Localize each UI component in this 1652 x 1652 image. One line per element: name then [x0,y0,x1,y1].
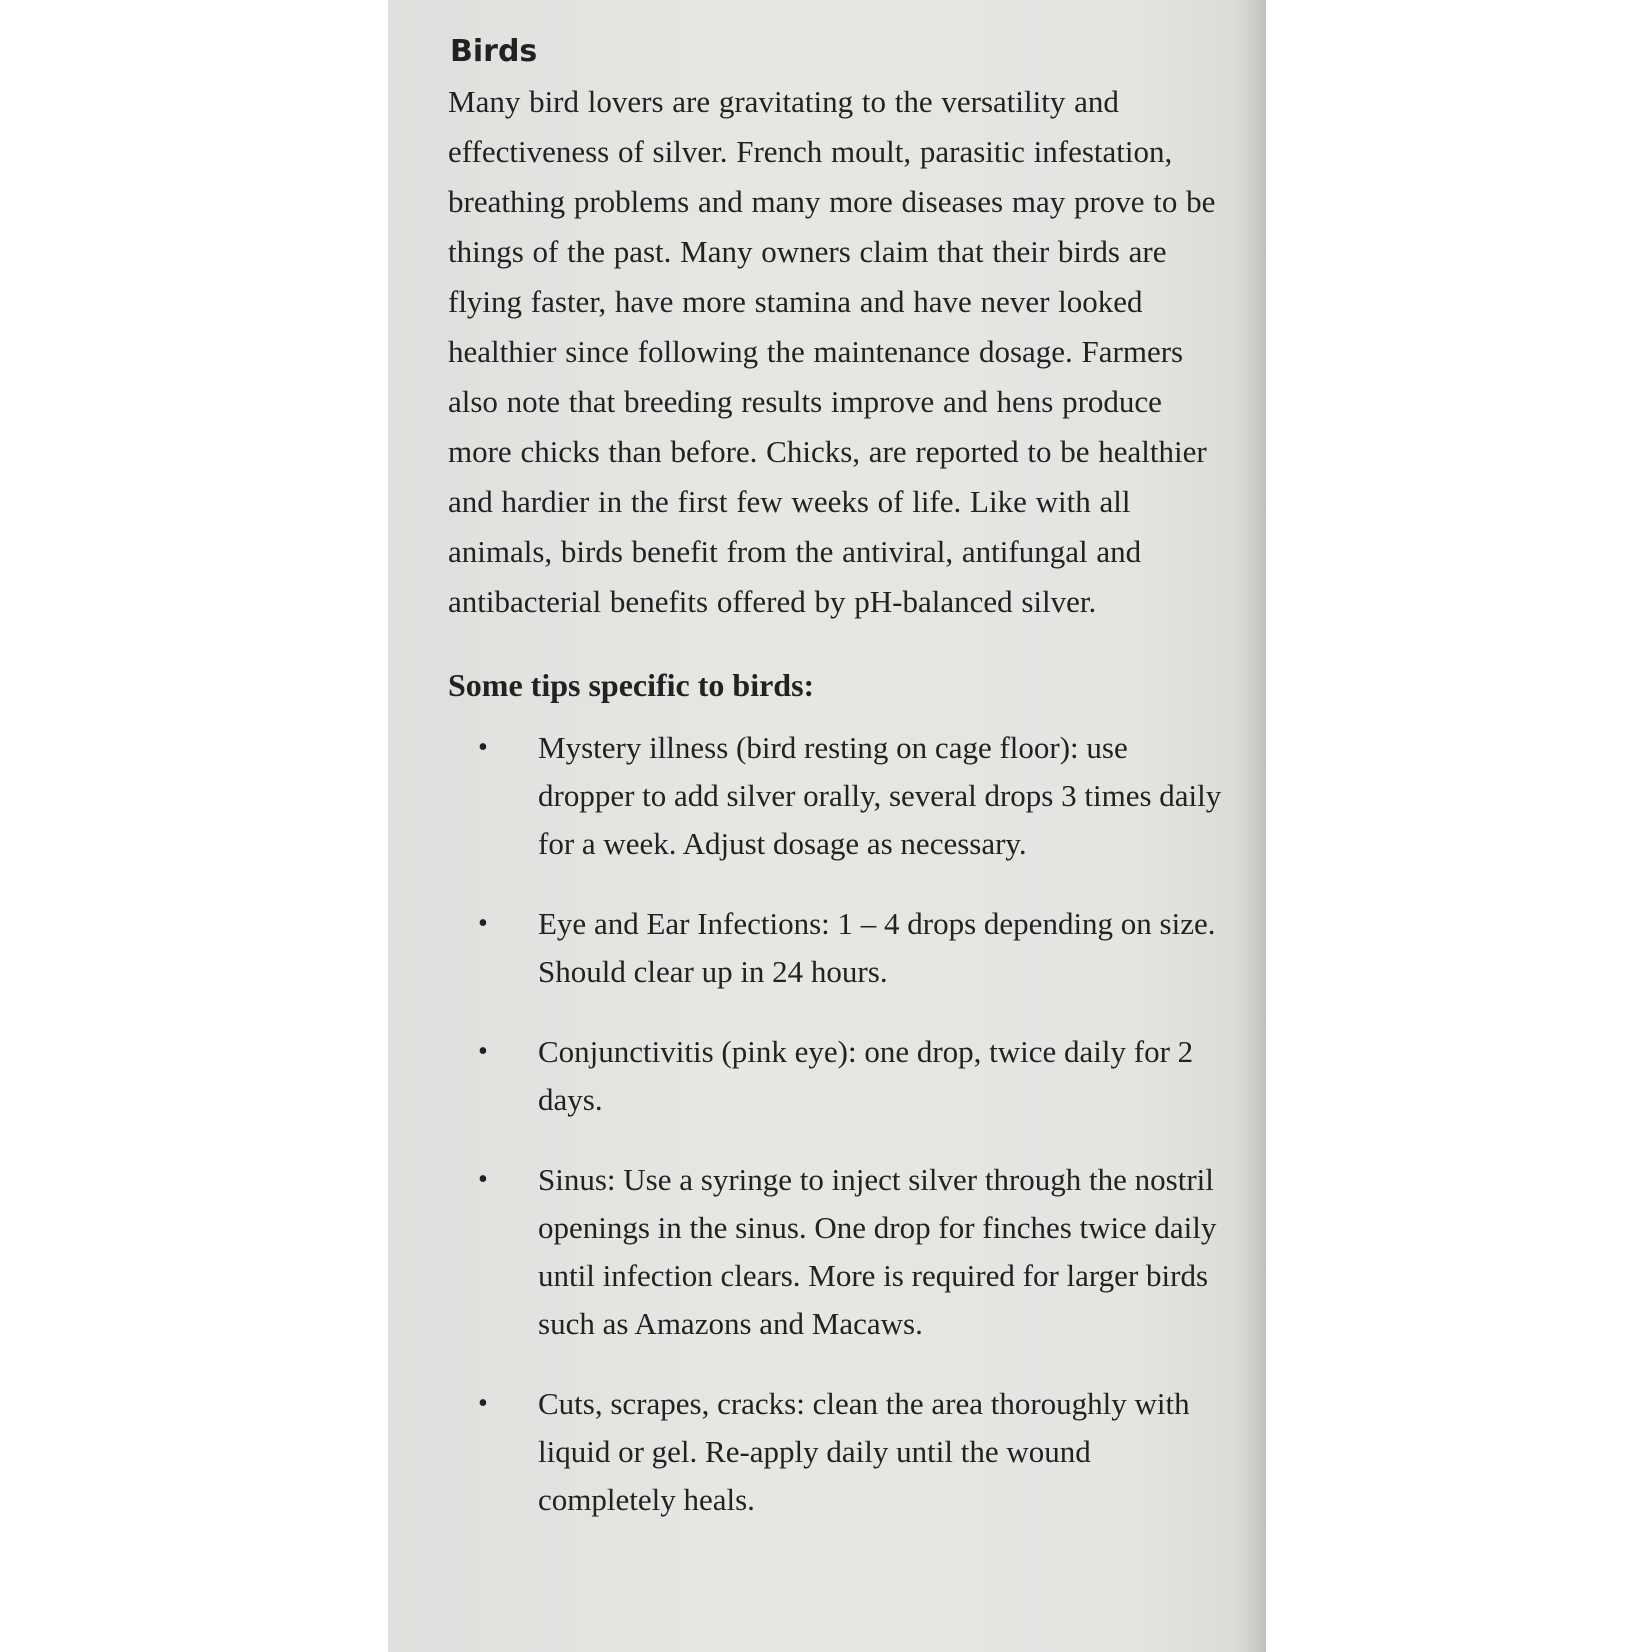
bullet-icon: • [478,1164,488,1195]
tip-text: Cuts, scrapes, cracks: clean the area thoroughly with liquid or gel. Re-apply daily until the wound completely heals. [538,1386,1190,1517]
intro-paragraph: Many bird lovers are gravitating to the versatility and effectiveness of silver. French moult, parasitic infestation, breathing problems and many more diseases may prove to be things of the past. Many owners claim that their birds are flying faster, have more stamina and have never looked healthier since following the maintenance dosage. Farmers also note that breeding results improve and hens produce more chicks than before. Chicks, are reported to be healthier and hardier in the first few weeks of life. Like with all animals, birds benefit from the antiviral, antifungal and antibacterial benefits offered by pH-balanced silver. [448,84,1216,619]
tip-item [448,724,1228,868]
bullet-icon: • [478,732,488,763]
tip-text: Mystery illness (bird resting on cage floor): use dropper to add silver orally, several drops 3 times daily for a week. Adjust dosage as necessary. [538,730,1222,861]
bullet-icon: • [478,908,488,939]
tip-text: Sinus: Use a syringe to inject silver through the nostril openings in the sinus. One drop for finches twice daily until infection clears. More is required for larger birds such as Amazons and Macaws. [538,1162,1217,1341]
bullet-icon: • [478,1388,488,1419]
bullet-icon: • [478,1036,488,1067]
tip-item [448,1028,1228,1124]
page-content [448,34,1228,1556]
book-page [388,0,1266,1652]
page-edge-shadow [1236,0,1266,1652]
tip-text: Eye and Ear Infections: 1 – 4 drops depending on size. Should clear up in 24 hours. [538,906,1216,989]
section-title: Birds [450,34,538,69]
tip-item [448,900,1228,996]
tips-heading: Some tips specific to birds: [448,667,815,703]
tip-text: Conjunctivitis (pink eye): one drop, twice daily for 2 days. [538,1034,1194,1117]
tips-list [448,724,1228,1524]
tip-item [448,1380,1228,1524]
tip-item [448,1156,1228,1348]
